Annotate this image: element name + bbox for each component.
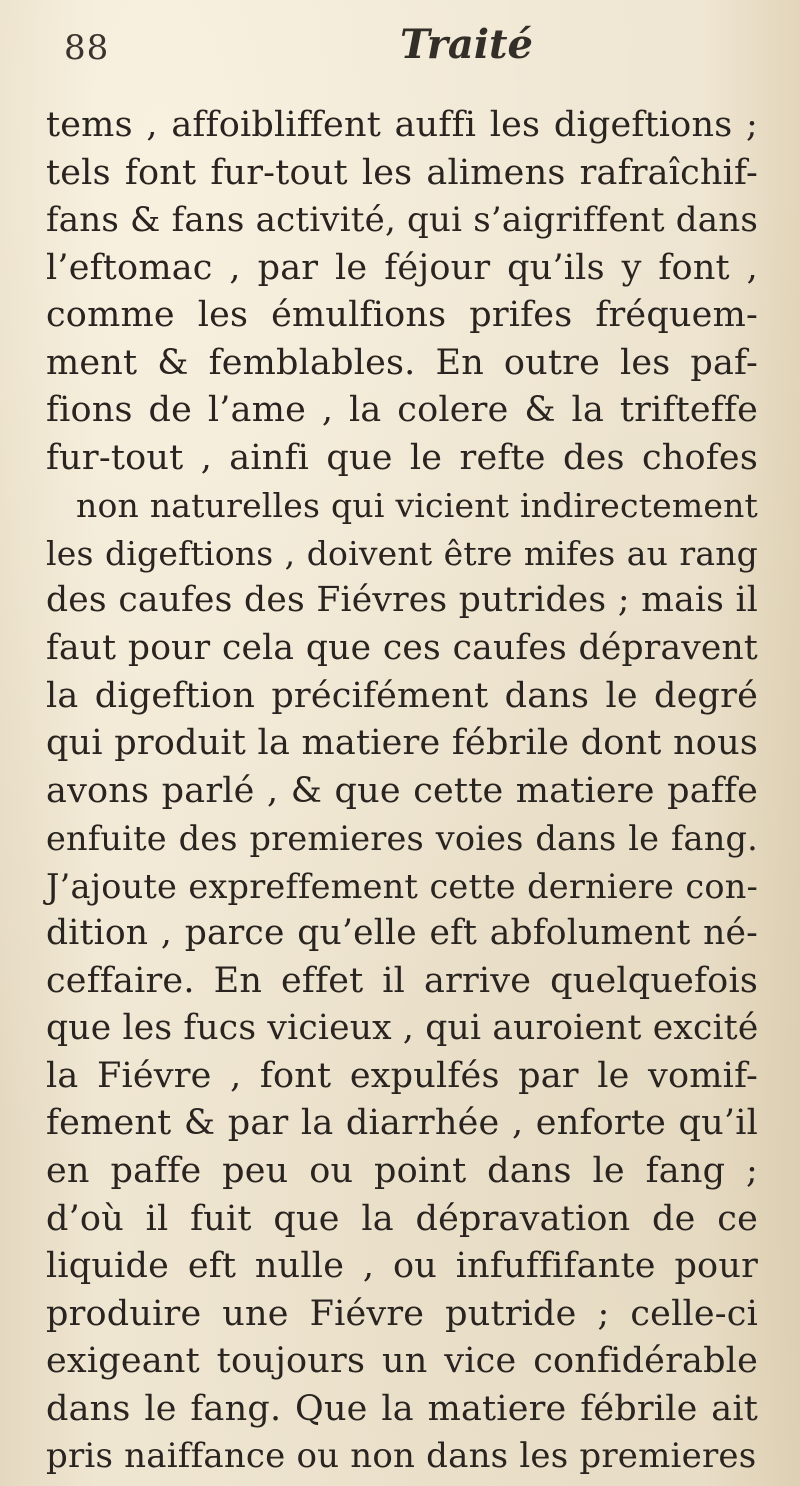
text-line: fans & fans activité, qui s’aigriffent dans <box>46 200 758 241</box>
text-line: d’où il fuit que la dépravation de ce <box>46 1198 758 1239</box>
text-line: tels font fur-tout les alimens rafraîchif- <box>46 152 758 193</box>
text-line: pris naiffance ou non dans les premieres <box>46 1436 757 1477</box>
page-number: 88 <box>64 28 110 68</box>
text-line: l’eftomac , par le féjour qu’ils y font , <box>46 247 758 288</box>
text-line: exigeant toujours un vice confidérable <box>46 1341 758 1382</box>
text-line: ment & femblables. En outre les paf- <box>46 342 758 383</box>
text-line: produire une Fiévre putride ; celle-ci <box>46 1293 758 1334</box>
text-line: les digeftions , doivent être mifes au rang <box>46 533 758 573</box>
text-line: enfuite des premieres voies dans le fang. <box>46 819 758 859</box>
text-line: fement & par la diarrhée , enforte qu’il <box>46 1103 758 1144</box>
text-line: faut pour cela que ces caufes dépravent <box>46 628 758 669</box>
text-line: qui produit la matiere fébrile dont nous <box>46 723 758 764</box>
text-line: la Fiévre , font expulfés par le vomif- <box>46 1055 758 1096</box>
text-line: non naturelles qui vicient indirectement <box>76 486 758 526</box>
body-text <box>46 102 758 1481</box>
text-line: la digeftion précifément dans le degré <box>46 675 758 716</box>
text-line: comme les émulfions prifes fréquem- <box>46 295 758 336</box>
text-line: liquide eft nulle , ou infuffifante pour <box>46 1246 758 1287</box>
text-line: fur-tout , ainfi que le refte des chofes <box>46 437 758 478</box>
text-line: des caufes des Fiévres putrides ; mais il <box>46 580 758 621</box>
text-line: tems , affoibliffent auffi les digeftions ; <box>46 105 758 145</box>
text-line: en paffe peu ou point dans le fang ; <box>46 1151 758 1192</box>
text-line: dition , parce qu’elle eft abfolument né- <box>46 913 758 954</box>
text-line: que les fucs vicieux , qui auroient excité <box>46 1008 759 1049</box>
text-line: dans le fang. Que la matiere fébrile ait <box>46 1388 758 1429</box>
text-line: avons parlé , & que cette matiere paffe <box>46 770 758 811</box>
page-header <box>64 22 724 80</box>
running-title: Traité <box>400 21 533 68</box>
text-line: fions de l’ame , la colere & la trifteffe <box>46 390 758 431</box>
text-line: ceffaire. En effet il arrive quelquefois <box>46 960 758 1001</box>
text-line: J’ajoute expreffement cette derniere con- <box>46 866 758 906</box>
